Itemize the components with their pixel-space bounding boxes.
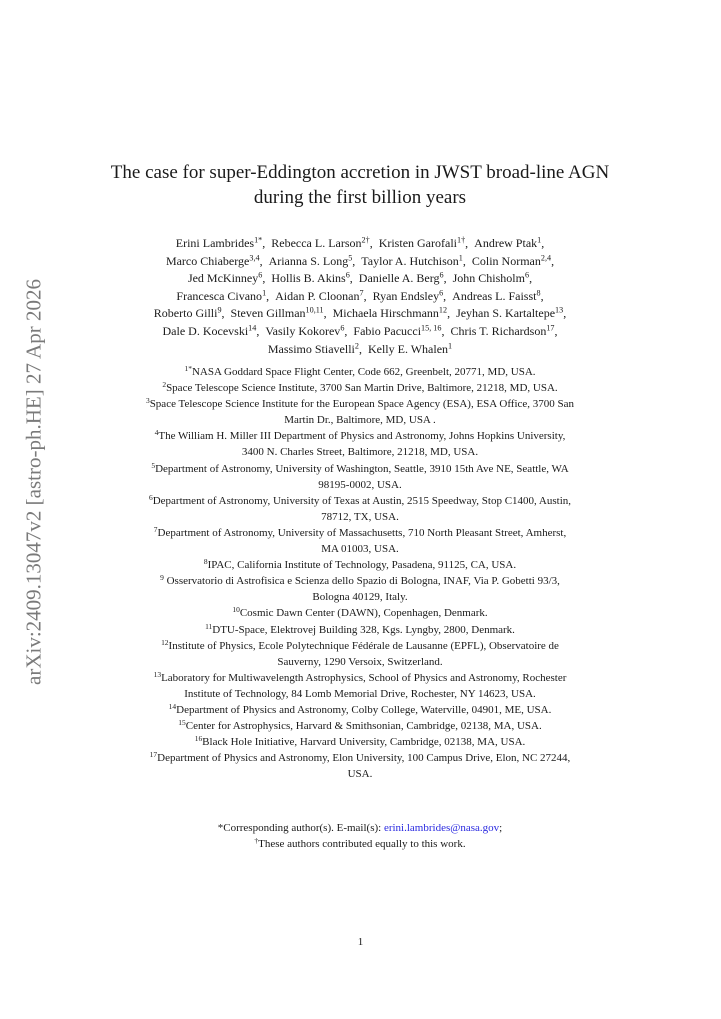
affiliation bbox=[72, 396, 648, 428]
author bbox=[268, 342, 359, 356]
affiliation bbox=[72, 702, 648, 718]
author-affiliation-mark: 1 bbox=[537, 235, 542, 245]
author-name: Dale D. Kocevski bbox=[162, 323, 249, 338]
author-name: Fabio Pacucci bbox=[353, 323, 422, 338]
affiliation-list bbox=[72, 364, 648, 782]
author-affiliation-mark: 14 bbox=[248, 323, 257, 333]
affiliation-text: Department of Astronomy, University of Washington, Seattle, 3910 15th Ave NE, Seattle, WA bbox=[155, 462, 569, 475]
author bbox=[474, 236, 541, 250]
affiliation-mark: 2 bbox=[162, 379, 167, 389]
author-name: Arianna S. Long bbox=[268, 253, 349, 268]
affiliation-mark: 13 bbox=[153, 669, 162, 679]
affiliation-mark: 12 bbox=[161, 637, 169, 647]
author bbox=[188, 271, 262, 285]
affiliation bbox=[72, 525, 648, 557]
author-affiliation-mark: 2† bbox=[361, 235, 370, 245]
author bbox=[361, 254, 463, 268]
author-name: Vasily Kokorev bbox=[265, 323, 341, 338]
paper-title bbox=[60, 160, 660, 210]
author-affiliation-mark: 6 bbox=[340, 323, 345, 333]
author-line: Marco Chiaberge$^{3,4}$, Arianna S. Long$^5$, Taylor A. Hutchison$^1$, Colin Norman$^{2,4}$, bbox=[165, 253, 555, 268]
author-name: Ryan Endsley bbox=[372, 288, 440, 303]
author-affiliation-mark: 6 bbox=[439, 288, 444, 298]
author-name: John Chisholm bbox=[452, 271, 525, 286]
author bbox=[166, 254, 260, 268]
arxiv-watermark: arXiv:2409.13047v2 [astro-ph.HE] 27 Apr 2026 bbox=[21, 279, 46, 685]
author-affiliation-mark: 6 bbox=[524, 270, 530, 280]
author-affiliation-mark: 17 bbox=[546, 323, 555, 333]
author-affiliation-mark: 5 bbox=[348, 253, 353, 263]
affiliation bbox=[72, 364, 648, 380]
author bbox=[453, 271, 529, 285]
author-name: Michaela Hirschmann bbox=[332, 306, 439, 321]
author-name: Colin Norman bbox=[471, 253, 541, 268]
author bbox=[163, 324, 257, 338]
author-affiliation-mark: 13 bbox=[555, 305, 564, 315]
affiliation bbox=[72, 638, 648, 670]
equal-contribution-note bbox=[60, 836, 660, 852]
author-line: Erini Lambrides$^{1*}$, Rebecca L. Larson$^{2\dagger}$, Kristen Garofali$^{1\dagger}$, Andrew Ptak$^1$, bbox=[175, 235, 545, 250]
equal-contribution-text: These authors contributed equally to this work. bbox=[258, 838, 466, 850]
author-name: Rebecca L. Larson bbox=[271, 236, 362, 250]
author bbox=[176, 289, 266, 303]
affiliation bbox=[72, 380, 648, 396]
page-number: 1 bbox=[357, 936, 364, 948]
affiliation-text: Black Hole Initiative, Harvard University, Cambridge, 02138, MA, USA. bbox=[202, 736, 526, 749]
affiliation-text: Sauverny, 1290 Versoix, Switzerland. bbox=[277, 655, 443, 668]
affiliation-text: DTU-Space, Elektrovej Building 328, Kgs. Lyngby, 2800, Denmark. bbox=[212, 623, 515, 636]
author-line: Dale D. Kocevski$^{14}$, Vasily Kokorev$^6$, Fabio Pacucci$^{15, 16}$, Chris T. Richardson$^{17}$, bbox=[162, 323, 558, 338]
affiliation-text: MA 01003, USA. bbox=[321, 543, 399, 556]
affiliation bbox=[72, 734, 648, 750]
author-affiliation-mark: 3,4 bbox=[249, 253, 260, 263]
affiliation bbox=[72, 557, 648, 573]
affiliation-text: Space Telescope Science Institute, 3700 San Martin Drive, Baltimore, 21218, MD, USA. bbox=[166, 382, 558, 395]
affiliation-text: Department of Physics and Astronomy, Elon University, 100 Campus Drive, Elon, NC 27244, bbox=[157, 752, 571, 765]
affiliation bbox=[72, 493, 648, 525]
affiliation-text: Institute of Physics, Ecole Polytechnique Fédérale de Lausanne (EPFL), Observatoire de bbox=[168, 639, 559, 652]
author-affiliation-mark: 1† bbox=[457, 235, 466, 245]
affiliation-text: Institute of Technology, 84 Lomb Memorial Drive, Rochester, NY 14623, USA. bbox=[184, 687, 536, 700]
author bbox=[154, 306, 222, 320]
author bbox=[271, 271, 349, 285]
affiliation-mark: 1* bbox=[184, 363, 192, 373]
author-name: Chris T. Richardson bbox=[450, 323, 547, 338]
affiliation-text: Bologna 40129, Italy. bbox=[312, 591, 408, 604]
author-affiliation-mark: 2,4 bbox=[540, 253, 552, 263]
affiliation-text: Osservatorio di Astrofisica e Scienza dello Spazio di Bologna, INAF, Via P. Gobetti 93/3, bbox=[163, 575, 560, 588]
affiliation-mark: 16 bbox=[194, 734, 203, 744]
affiliation-text: Department of Astronomy, University of Texas at Austin, 2515 Speedway, Stop C1400, Austin, bbox=[152, 494, 572, 507]
author-line: Jed McKinney$^6$, Hollis B. Akins$^6$, Danielle A. Berg$^6$, John Chisholm$^6$, bbox=[187, 270, 533, 286]
affiliation bbox=[72, 622, 648, 638]
author-affiliation-mark: 9 bbox=[217, 305, 222, 315]
affiliation-mark: 4 bbox=[154, 428, 159, 438]
author-affiliation-mark: 10,11 bbox=[305, 305, 324, 315]
author-affiliation-mark: 8 bbox=[536, 288, 541, 298]
author-name: Steven Gillman bbox=[230, 306, 306, 321]
affiliation-mark: 9 bbox=[160, 573, 164, 583]
author-affiliation-mark: 1 bbox=[458, 253, 463, 263]
affiliation-text: USA. bbox=[347, 768, 373, 781]
affiliation-text: 3400 N. Charles Street, Baltimore, 21218, MD, USA. bbox=[241, 446, 479, 459]
affiliation-text: Cosmic Dawn Center (DAWN), Copenhagen, Denmark. bbox=[239, 607, 488, 620]
affiliation-mark: 17 bbox=[149, 750, 158, 760]
author-affiliation-mark: 1* bbox=[254, 235, 263, 245]
author bbox=[472, 254, 551, 268]
author-name: Jed McKinney bbox=[187, 271, 259, 286]
author-affiliation-mark: 6 bbox=[258, 270, 263, 280]
author bbox=[452, 289, 540, 303]
author bbox=[368, 342, 452, 356]
title-line-2: during the first billion years bbox=[253, 187, 467, 208]
affiliation-text: Center for Astrophysics, Harvard & Smithsonian, Cambridge, 02138, MA, USA. bbox=[185, 720, 542, 733]
author-name: Jeyhan S. Kartaltepe bbox=[456, 306, 556, 321]
affiliation-text: Space Telescope Science Institute for the European Space Agency (ESA), ESA Office, 3700 San bbox=[149, 398, 575, 411]
affiliation-text: 78712, TX, USA. bbox=[321, 510, 399, 523]
affiliation bbox=[72, 718, 648, 734]
author bbox=[269, 254, 353, 268]
affiliation-mark: 14 bbox=[168, 701, 177, 711]
affiliation bbox=[72, 428, 648, 460]
author bbox=[231, 306, 324, 320]
affiliation bbox=[72, 750, 648, 782]
affiliation bbox=[72, 573, 648, 605]
corresponding-prefix: *Corresponding author(s). E-mail(s): bbox=[217, 822, 384, 834]
author bbox=[359, 271, 444, 285]
author-name: Danielle A. Berg bbox=[358, 271, 440, 286]
author bbox=[271, 236, 369, 250]
affiliation-mark: 10 bbox=[232, 605, 240, 615]
author-affiliation-mark: 1 bbox=[448, 341, 453, 351]
author-name: Kelly E. Whalen bbox=[367, 341, 449, 356]
author-name: Hollis B. Akins bbox=[271, 271, 346, 286]
author-name: Kristen Garofali bbox=[378, 236, 457, 250]
author-affiliation-mark: 12 bbox=[438, 305, 448, 315]
equal-contribution-mark: † bbox=[254, 835, 259, 845]
affiliation-mark: 15 bbox=[178, 717, 186, 727]
affiliation-text: 98195-0002, USA. bbox=[318, 478, 402, 491]
author-name: Aidan P. Cloonan bbox=[275, 288, 360, 303]
author-name: Andrew Ptak bbox=[474, 236, 538, 250]
title-line-1: The case for super-Eddington accretion in JWST broad-line AGN bbox=[110, 162, 610, 183]
affiliation-mark: 3 bbox=[145, 396, 150, 406]
corresponding-author-line bbox=[60, 820, 660, 836]
affiliation-text: NASA Goddard Space Flight Center, Code 662, Greenbelt, 20771, MD, USA. bbox=[191, 366, 536, 378]
author bbox=[456, 306, 563, 320]
author-affiliation-mark: 2 bbox=[354, 341, 359, 351]
author-affiliation-mark: 15, 16 bbox=[421, 323, 442, 333]
affiliation-text: The William H. Miller III Department of Physics and Astronomy, Johns Hopkins University, bbox=[158, 430, 566, 443]
author bbox=[379, 236, 465, 250]
author-affiliation-mark: 1 bbox=[262, 288, 267, 298]
author-name: Francesca Civano bbox=[176, 288, 263, 303]
author bbox=[450, 324, 554, 338]
author bbox=[275, 289, 363, 303]
affiliation bbox=[72, 605, 648, 621]
author-affiliation-mark: 6 bbox=[345, 270, 350, 280]
affiliation-text: Laboratory for Multiwavelength Astrophysics, School of Physics and Astronomy, Rochester bbox=[161, 671, 567, 684]
author-list bbox=[60, 235, 660, 358]
affiliation-mark: 11 bbox=[205, 621, 213, 631]
author bbox=[176, 236, 262, 250]
author-line: Roberto Gilli$^9$, Steven Gillman$^{10,11}$, Michaela Hirschmann$^{12}$, Jeyhan S. Kartaltepe$^{13}$, bbox=[153, 305, 567, 321]
affiliation bbox=[72, 461, 648, 493]
author-line: Francesca Civano$^1$, Aidan P. Cloonan$^7$, Ryan Endsley$^6$, Andreas L. Faisst$^8$, bbox=[176, 288, 544, 303]
correspondence-block bbox=[60, 820, 660, 852]
author bbox=[373, 289, 444, 303]
author bbox=[353, 324, 441, 338]
affiliation-mark: 5 bbox=[151, 460, 156, 470]
author-affiliation-mark: 6 bbox=[439, 270, 444, 280]
author bbox=[333, 306, 447, 320]
affiliation-text: Department of Physics and Astronomy, Colby College, Waterville, 04901, ME, USA. bbox=[176, 703, 552, 716]
author-name: Roberto Gilli bbox=[153, 306, 218, 321]
author-name: Massimo Stiavelli bbox=[267, 341, 355, 356]
author-line: Massimo Stiavelli$^2$, Kelly E. Whalen$^1$ bbox=[267, 341, 453, 356]
affiliation-mark: 6 bbox=[148, 492, 153, 502]
author-affiliation-mark: 7 bbox=[359, 288, 364, 298]
author bbox=[265, 324, 344, 338]
affiliation-text: Department of Astronomy, University of Massachusetts, 710 North Pleasant Street, Amherst, bbox=[157, 526, 567, 539]
corresponding-email-link[interactable]: erini.lambrides@nasa.gov bbox=[383, 822, 500, 834]
author-name: Marco Chiaberge bbox=[165, 253, 250, 268]
affiliation-text: IPAC, California Institute of Technology, Pasadena, 91125, CA, USA. bbox=[207, 559, 517, 572]
affiliation-text: Martin Dr., Baltimore, MD, USA . bbox=[284, 414, 436, 427]
author-name: Erini Lambrides bbox=[175, 236, 255, 250]
affiliation-mark: 8 bbox=[203, 557, 208, 567]
corresponding-suffix: ; bbox=[499, 822, 503, 834]
affiliation-mark: 7 bbox=[153, 524, 158, 534]
author-name: Andreas L. Faisst bbox=[452, 288, 537, 303]
affiliation bbox=[72, 670, 648, 702]
author-name: Taylor A. Hutchison bbox=[361, 253, 459, 268]
